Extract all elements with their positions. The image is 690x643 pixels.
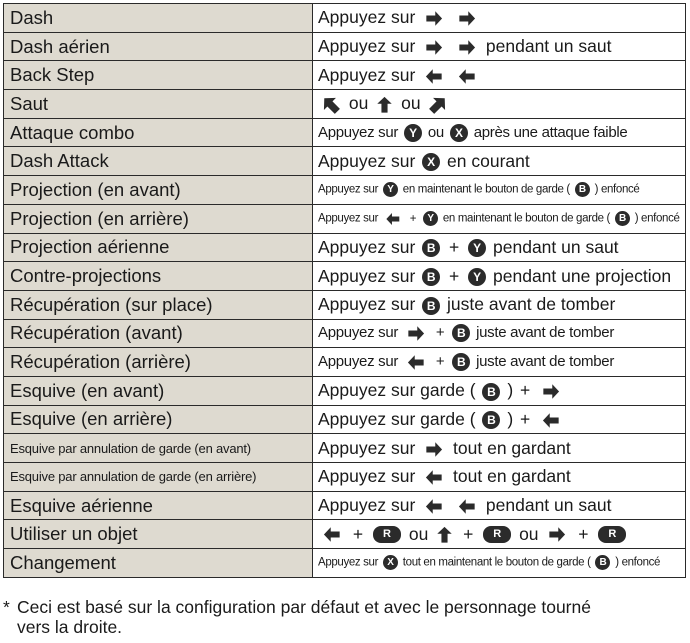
input-text: juste avant de tomber — [476, 324, 615, 342]
footnote-marker: * — [3, 597, 10, 617]
input-text: Appuyez sur — [318, 495, 416, 516]
footnote-line-1 — [3, 597, 687, 617]
input-text: Appuyez sur — [318, 294, 416, 315]
table-row — [4, 290, 686, 319]
button-r-icon: R — [373, 526, 401, 543]
button-y-icon: Y — [468, 239, 486, 257]
footnote — [3, 597, 687, 637]
input-text: ou — [408, 523, 429, 544]
button-b-icon: B — [422, 239, 440, 257]
button-b-icon: B — [482, 383, 500, 401]
arrow-upright-icon — [428, 95, 448, 115]
button-b-icon: B — [482, 411, 500, 429]
plus-sign: + — [409, 212, 417, 225]
controls-table-body — [4, 4, 686, 578]
plus-sign: + — [520, 408, 531, 429]
action-input — [313, 90, 686, 119]
input-text: Appuyez sur — [318, 265, 416, 286]
arrow-right-icon — [456, 10, 478, 27]
input-text: ou — [519, 523, 539, 544]
action-input — [313, 434, 686, 463]
input-text: ) — [507, 408, 514, 429]
action-name: Récupération (arrière) — [4, 348, 313, 377]
plus-sign: + — [463, 523, 474, 544]
table-row — [4, 176, 686, 205]
action-name: Esquive aérienne — [4, 491, 313, 520]
plus-sign: + — [520, 380, 531, 401]
button-x-icon: X — [422, 153, 440, 171]
button-b-icon: B — [422, 268, 440, 286]
table-row — [4, 90, 686, 119]
action-input — [313, 463, 686, 492]
input-text: tout en maintenant le bouton de garde ( — [402, 556, 591, 569]
action-input — [313, 319, 686, 348]
table-row — [4, 233, 686, 262]
action-name: Back Step — [4, 61, 313, 90]
arrow-right-icon — [546, 526, 568, 543]
arrow-upleft-icon — [321, 95, 341, 115]
action-input — [313, 520, 686, 549]
plus-sign: + — [449, 236, 460, 257]
input-text: ou — [348, 93, 369, 114]
input-text: en maintenant le bouton de garde ( — [402, 184, 570, 196]
input-text: en maintenant le bouton de garde ( — [442, 212, 611, 225]
action-name: Utiliser un objet — [4, 520, 313, 549]
button-y-icon: Y — [468, 268, 486, 286]
arrow-left-icon — [405, 354, 427, 371]
action-name: Contre-projections — [4, 262, 313, 291]
action-name: Saut — [4, 90, 313, 119]
table-row — [4, 61, 686, 90]
input-text: ) enfoncé — [594, 184, 640, 196]
input-text: pendant une projection — [493, 265, 672, 286]
action-input — [313, 348, 686, 377]
input-text: Appuyez sur — [318, 324, 399, 342]
action-input — [313, 204, 686, 233]
button-b-icon: B — [595, 555, 610, 570]
action-name: Récupération (sur place) — [4, 290, 313, 319]
arrow-up-icon — [376, 95, 393, 115]
controls-table — [3, 3, 686, 578]
button-x-icon: X — [383, 555, 398, 570]
action-name: Esquive (en arrière) — [4, 405, 313, 434]
plus-sign: + — [449, 265, 460, 286]
action-name: Changement — [4, 549, 313, 578]
arrow-right-icon — [456, 39, 478, 56]
table-row — [4, 376, 686, 405]
input-text: pendant un saut — [493, 236, 619, 257]
arrow-left-icon — [384, 212, 402, 226]
button-b-icon: B — [422, 297, 440, 315]
arrow-left-icon — [423, 68, 445, 85]
button-b-icon: B — [575, 182, 590, 197]
plus-sign: + — [578, 523, 589, 544]
footnote-text-1: Ceci est basé sur la configuration par défaut et avec le personnage tourné — [17, 597, 591, 617]
input-text: Appuyez sur — [318, 466, 416, 487]
button-y-icon: Y — [383, 182, 398, 197]
plus-sign: + — [435, 353, 445, 371]
input-text: ) enfoncé — [615, 556, 661, 569]
button-b-icon: B — [452, 324, 470, 342]
action-input — [313, 233, 686, 262]
input-text: Appuyez sur garde ( — [318, 380, 476, 401]
action-name: Projection (en arrière) — [4, 204, 313, 233]
action-input — [313, 176, 686, 205]
action-name: Esquive par annulation de garde (en avant) — [4, 434, 313, 463]
table-row — [4, 520, 686, 549]
arrow-right-icon — [423, 39, 445, 56]
button-r-icon: R — [483, 526, 511, 543]
arrow-right-icon — [405, 325, 427, 342]
input-text: Appuyez sur — [318, 212, 379, 225]
input-text: Appuyez sur — [318, 150, 416, 171]
action-name: Dash Attack — [4, 147, 313, 176]
arrow-right-icon — [423, 441, 445, 458]
arrow-left-icon — [423, 498, 445, 515]
arrow-up-icon — [436, 525, 453, 545]
table-row — [4, 434, 686, 463]
input-text: ) — [507, 380, 514, 401]
table-row — [4, 348, 686, 377]
action-name: Dash aérien — [4, 32, 313, 61]
input-text: après une attaque faible — [473, 123, 628, 141]
action-name: Projection (en avant) — [4, 176, 313, 205]
action-input — [313, 32, 686, 61]
input-text: tout en gardant — [453, 437, 571, 458]
table-row — [4, 319, 686, 348]
footnote-line-2: vers la droite. — [17, 617, 123, 637]
input-text: Appuyez sur — [318, 64, 416, 85]
input-text: ou — [427, 123, 444, 141]
button-y-icon: Y — [404, 124, 422, 142]
button-b-icon: B — [452, 353, 470, 371]
input-text: Appuyez sur — [318, 236, 416, 257]
action-name: Récupération (avant) — [4, 319, 313, 348]
action-name: Esquive par annulation de garde (en arrière) — [4, 463, 313, 492]
action-input — [313, 549, 686, 578]
input-text: pendant un saut — [485, 36, 612, 57]
action-input — [313, 491, 686, 520]
table-row — [4, 4, 686, 33]
plus-sign: + — [435, 324, 445, 342]
arrow-left-icon — [456, 498, 478, 515]
table-row — [4, 405, 686, 434]
table-row — [4, 32, 686, 61]
action-input — [313, 405, 686, 434]
table-row — [4, 118, 686, 147]
action-name: Projection aérienne — [4, 233, 313, 262]
action-input — [313, 376, 686, 405]
input-text: ou — [401, 93, 421, 114]
action-name: Dash — [4, 4, 313, 33]
action-name: Esquive (en avant) — [4, 376, 313, 405]
input-text: Appuyez sur — [318, 36, 416, 57]
table-row — [4, 204, 686, 233]
arrow-right-icon — [423, 10, 445, 27]
arrow-left-icon — [423, 469, 445, 486]
input-text: juste avant de tomber — [476, 353, 615, 371]
action-input — [313, 147, 686, 176]
input-text: en courant — [447, 150, 530, 171]
input-text: juste avant de tomber — [447, 294, 616, 315]
input-text: pendant un saut — [485, 495, 612, 516]
button-b-icon: B — [615, 211, 630, 226]
input-text: Appuyez sur garde ( — [318, 408, 476, 429]
input-text: tout en gardant — [453, 466, 571, 487]
input-text: Appuyez sur — [318, 123, 399, 141]
table-row — [4, 262, 686, 291]
button-x-icon: X — [450, 124, 468, 142]
input-text: Appuyez sur — [318, 556, 379, 569]
arrow-left-icon — [456, 68, 478, 85]
input-text: Appuyez sur — [318, 353, 399, 371]
table-row — [4, 147, 686, 176]
table-row — [4, 491, 686, 520]
button-r-icon: R — [598, 526, 626, 543]
arrow-left-icon — [321, 526, 343, 543]
plus-sign: + — [352, 523, 364, 544]
input-text: Appuyez sur — [318, 184, 379, 196]
action-input — [313, 290, 686, 319]
button-y-icon: Y — [423, 211, 438, 226]
input-text: ) enfoncé — [634, 212, 680, 225]
table-row — [4, 463, 686, 492]
table-row — [4, 549, 686, 578]
action-input — [313, 262, 686, 291]
input-text: Appuyez sur — [318, 7, 416, 28]
arrow-right-icon — [540, 383, 562, 400]
action-input — [313, 4, 686, 33]
action-input — [313, 61, 686, 90]
action-input — [313, 118, 686, 147]
input-text: Appuyez sur — [318, 437, 416, 458]
arrow-left-icon — [540, 412, 562, 429]
action-name: Attaque combo — [4, 118, 313, 147]
